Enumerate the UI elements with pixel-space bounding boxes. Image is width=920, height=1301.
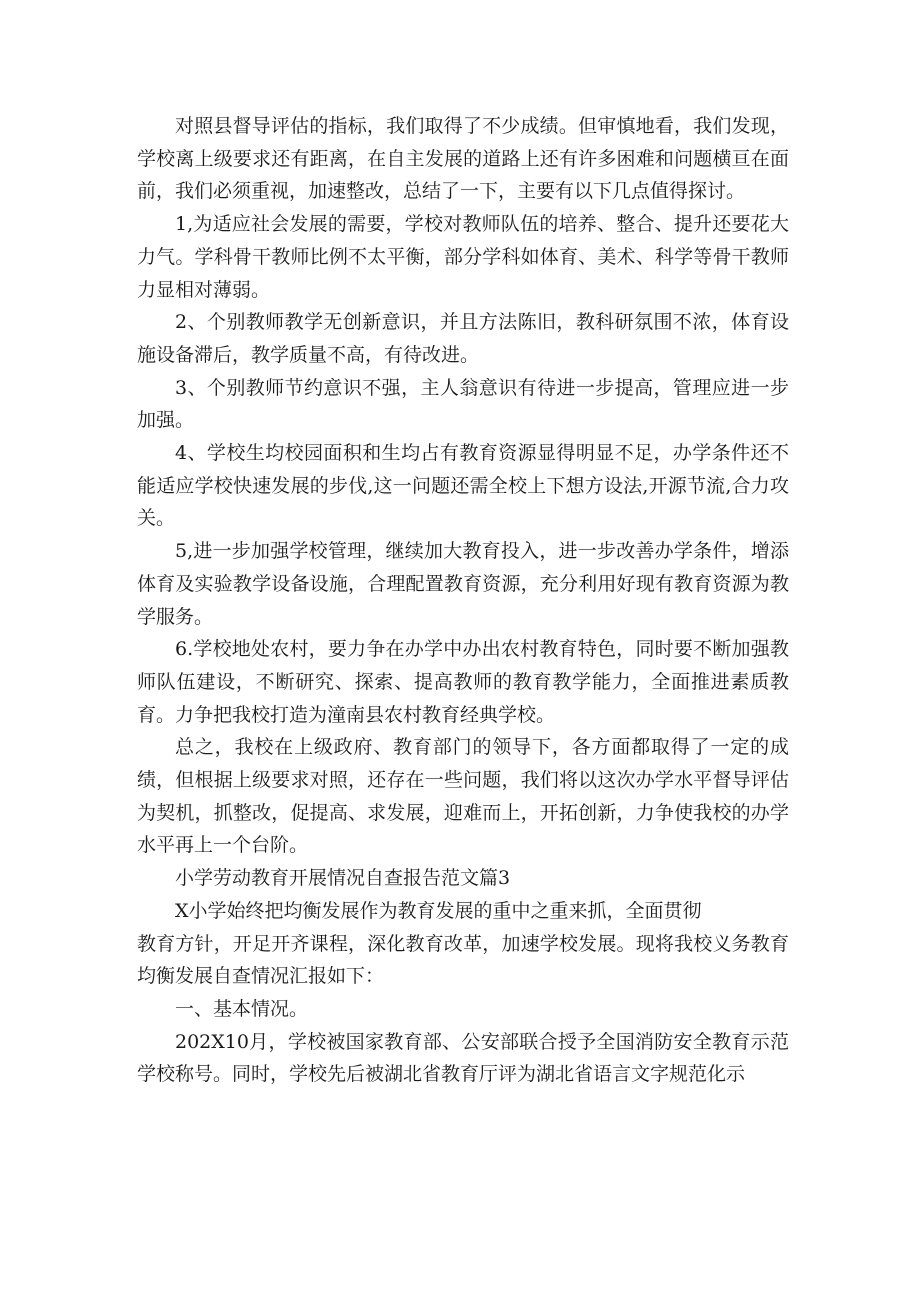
- paragraph-2: 1,为适应社会发展的需要，学校对教师队伍的培养、整合、提升还要花大力气。学科骨干教师比例不太平衡，部分学科如体育、美术、科学等骨干教师力显相对薄弱。: [137, 213, 789, 301]
- intro-line-1: X小学始终把均衡发展作为教育发展的重中之重来抓，全面贯彻: [175, 899, 702, 922]
- paragraph-1: 对照县督导评估的指标，我们取得了不少成绩。但审慎地看，我们发现，学校离上级要求还有距离，在自主发展的道路上还有许多困难和问题横亘在面前，我们必须重视，加速整改，总结了一下，主要有以下几点值得探讨。: [137, 115, 789, 203]
- intro-line-2: 教育方针，开足开齐课程，深化教育改革，加速学校发展。现将我校义务教育均衡发展自查情况汇报如下：: [137, 932, 789, 988]
- paragraph-3: 2、个别教师教学无创新意识，并且方法陈旧，教科研氛围不浓，体育设施设备滞后，教学质量不高，有待改进。: [137, 311, 789, 366]
- section-title: 小学劳动教育开展情况自查报告范文篇3: [175, 867, 511, 890]
- paragraph-7: 6.学校地处农村，要力争在办学中办出农村教育特色，同时要不断加强教师队伍建设，不断研究、探索、提高教师的教育教学能力，全面推进素质教育。力争把我校打造为潼南县农村教育经典学校。: [137, 638, 789, 726]
- paragraph-6: 5,进一步加强学校管理，继续加大教育投入，进一步改善办学条件，增添体育及实验教学设备设施，合理配置教育资源，充分利用好现有教育资源为教学服务。: [137, 540, 789, 628]
- paragraph-8: 总之，我校在上级政府、教育部门的领导下，各方面都取得了一定的成绩，但根据上级要求对照，还存在一些问题，我们将以这次办学水平督导评估为契机，抓整改，促提高、求发展，迎难而上，开拓创新，力争使我校的办学水平再上一个台阶。: [137, 736, 789, 857]
- subheading-basic-info: 一、基本情况。: [175, 997, 309, 1020]
- paragraph-4: 3、个别教师节约意识不强，主人翁意识有待进一步提高，管理应进一步加强。: [137, 376, 789, 432]
- paragraph-last: 202X10月，学校被国家教育部、公安部联合授予全国消防安全教育示范学校称号。同时，学校先后被湖北省教育厅评为湖北省语言文字规范化示: [137, 1030, 789, 1086]
- paragraph-5: 4、学校生均校园面积和生均占有教育资源显得明显不足，办学条件还不能适应学校快速发展的步伐,这一问题还需全校上下想方设法,开源节流,合力攻关。: [137, 442, 789, 530]
- document-page: [137, 110, 789, 1091]
